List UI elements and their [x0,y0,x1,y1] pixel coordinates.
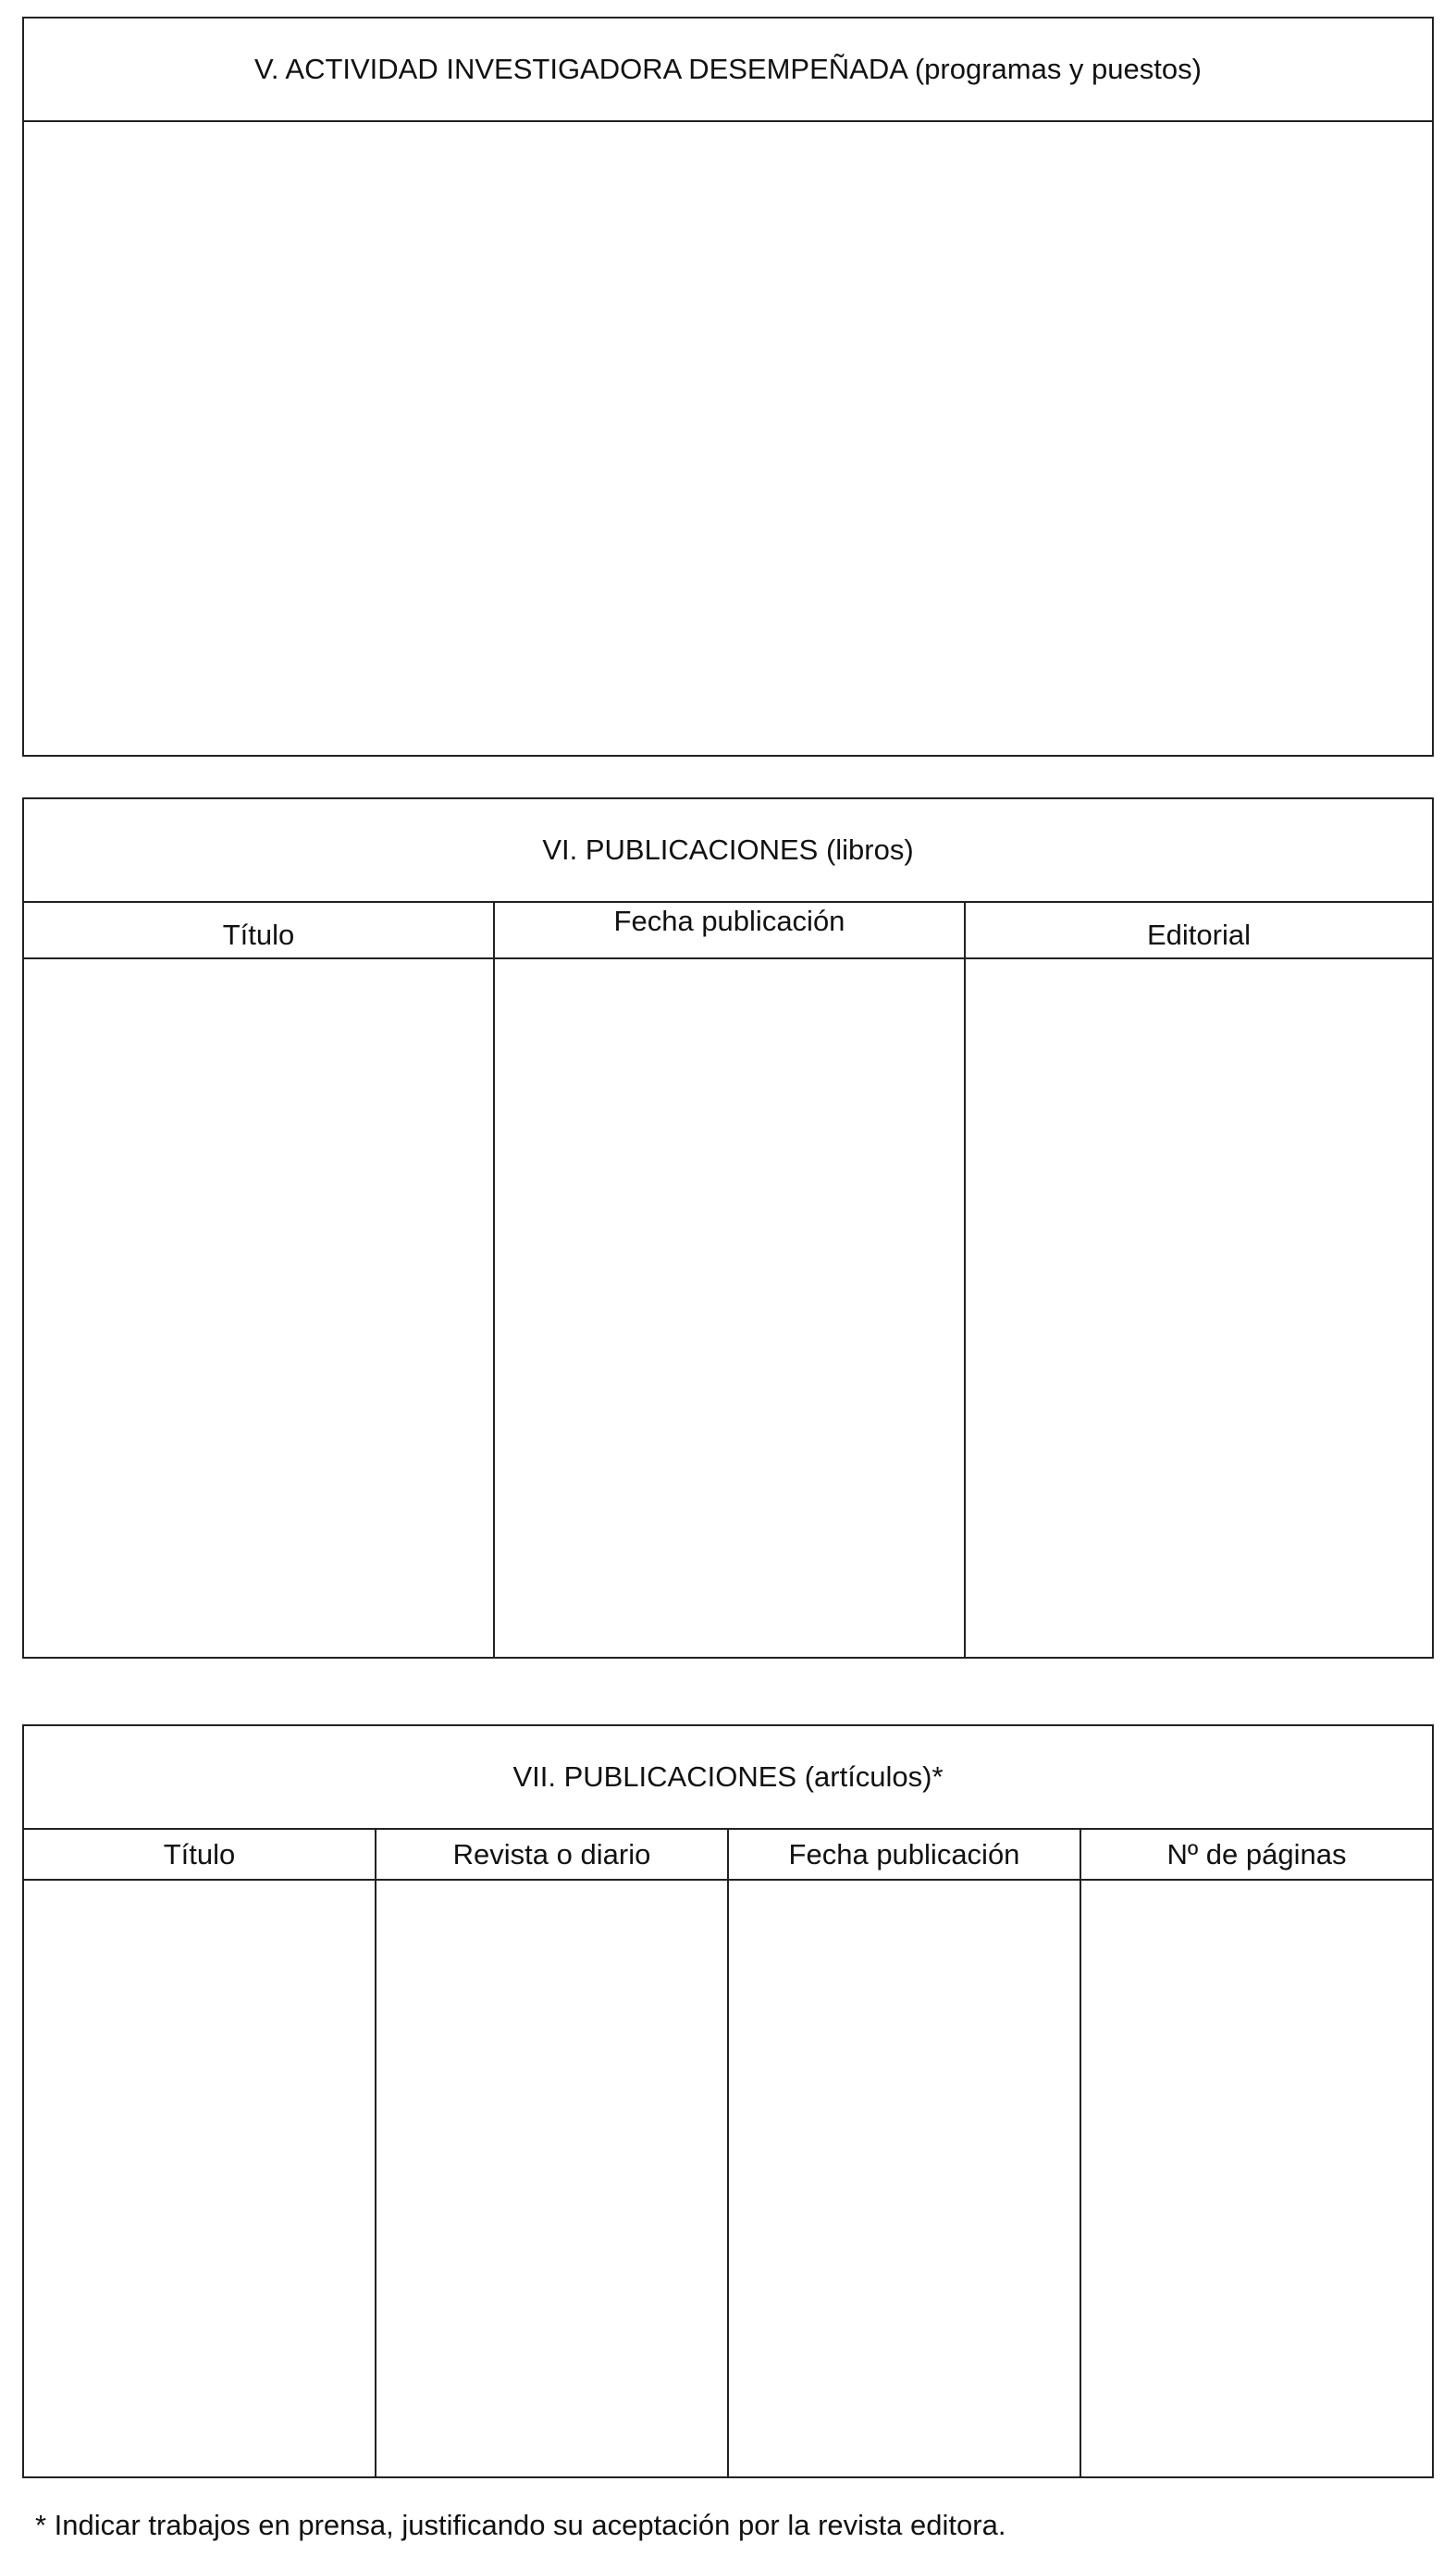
section-vii-col-revista: Revista o diario [376,1830,729,1879]
section-vi-col-editorial: Editorial [1147,918,1251,951]
section-vi-fecha-field[interactable] [495,959,966,1657]
section-vii-column-headers [24,1830,1432,1881]
section-vi-col-titulo: Título [24,903,495,957]
section-vii-col-paginas: Nº de páginas [1166,1837,1347,1870]
section-vi-editorial-field[interactable] [966,959,1432,1657]
footnote: * Indicar trabajos en prensa, justificando su aceptación por la revista editora. [35,2509,1006,2541]
section-vi-title: VI. PUBLICACIONES (libros) [24,799,1432,903]
section-vi-body [24,959,1432,1657]
section-v-box [22,17,1434,757]
section-vii-revista-field[interactable] [376,1881,729,2476]
section-vii-box [22,1724,1434,2478]
section-vii-titulo-field[interactable] [24,1881,376,2476]
section-vii-col-fecha: Fecha publicación [729,1830,1081,1879]
section-vii-title: VII. PUBLICACIONES (artículos)* [24,1726,1432,1830]
section-vi-titulo-field[interactable] [24,959,495,1657]
section-vi-column-headers [24,903,1432,959]
section-vii-body [24,1881,1432,2476]
section-v-content-area[interactable] [24,122,1432,755]
section-vi-col-fecha: Fecha publicación [495,903,966,957]
section-vii-col-titulo: Título [24,1830,376,1879]
section-vii-paginas-field[interactable] [1081,1881,1432,2476]
section-vi-box [22,797,1434,1659]
section-v-title: V. ACTIVIDAD INVESTIGADORA DESEMPEÑADA (programas y puestos) [24,19,1432,122]
section-vii-fecha-field[interactable] [729,1881,1081,2476]
